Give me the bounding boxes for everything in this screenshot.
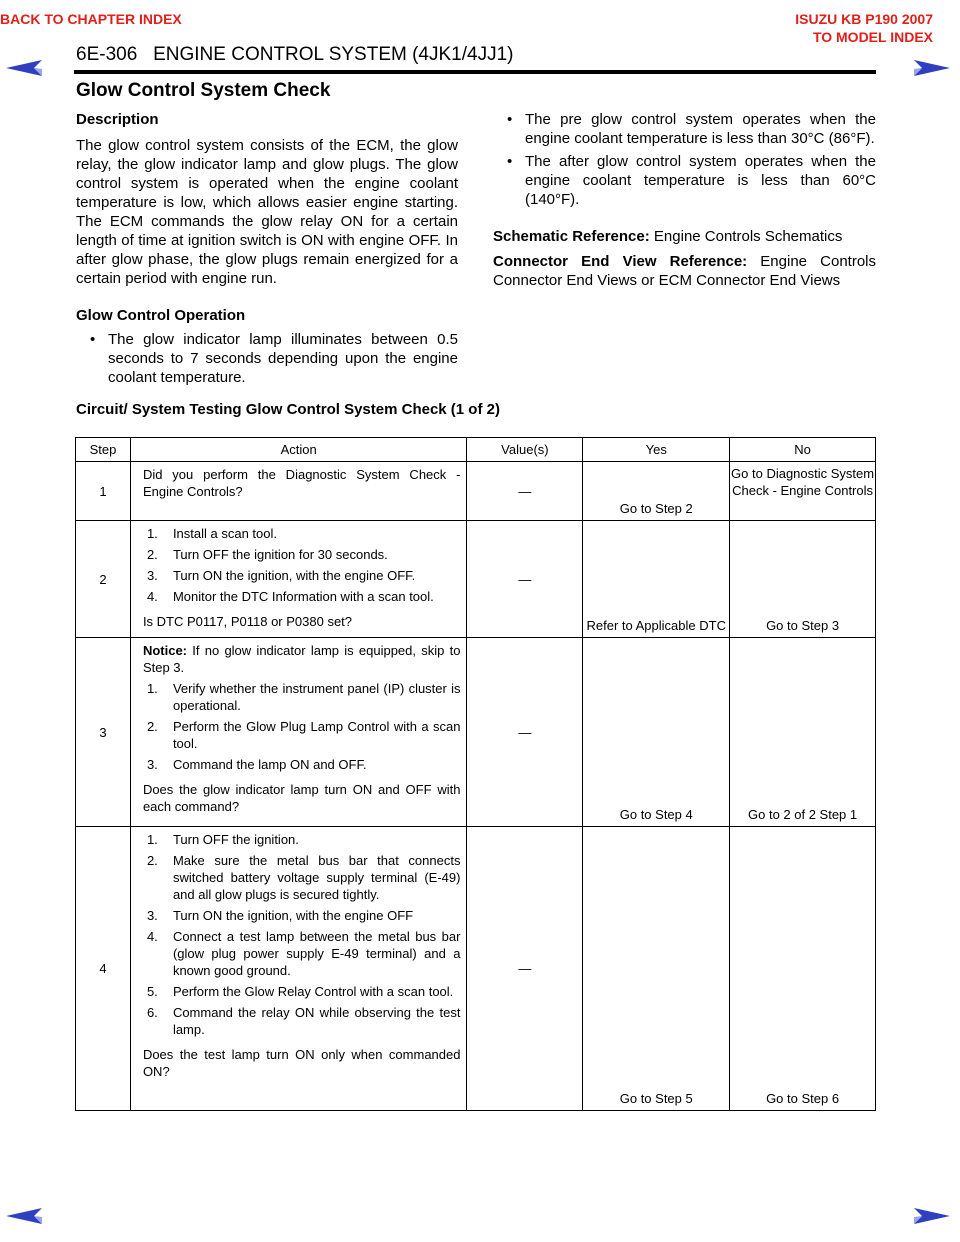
yes-cell: Refer to Applicable DTC: [583, 521, 730, 638]
list-item: 3. Turn ON the ignition, with the engine OFF.: [146, 568, 416, 583]
no-cell: Go to Step 6: [730, 827, 876, 1111]
yes-cell: Go to Step 4: [583, 638, 730, 827]
header-rule: [74, 70, 876, 74]
value-cell: —: [467, 521, 583, 638]
table-row: [76, 827, 876, 1111]
prev-page-arrow-icon[interactable]: [6, 58, 44, 78]
step-number: 3: [76, 638, 131, 827]
list-item: 4. Monitor the DTC Information with a scan tool.: [146, 589, 434, 604]
value-cell: —: [467, 827, 583, 1111]
operation-bullet-1: • The glow indicator lamp illuminates between 0.5 seconds to 7 seconds depending upon the engine coolant temperature.: [90, 331, 458, 386]
brand-label: ISUZU KB P190 2007: [795, 11, 933, 27]
action-question: Is DTC P0117, P0118 or P0380 set?: [142, 614, 353, 629]
no-cell: Go to Step 3: [730, 521, 876, 638]
list-item: 2. Perform the Glow Plug Lamp Control with a scan tool.: [146, 719, 461, 751]
list-item: 3. Turn ON the ignition, with the engine OFF: [146, 908, 414, 923]
yes-cell: Go to Step 2: [583, 462, 730, 521]
schematic-reference-label: Schematic Reference:: [493, 228, 650, 245]
action-question: Does the glow indicator lamp turn ON and OFF with each command?: [142, 782, 461, 814]
bullet-dot: •: [507, 111, 513, 128]
description-heading: Description: [76, 111, 159, 128]
list-item: 2. Turn OFF the ignition for 30 seconds.: [146, 547, 388, 562]
bullet-dot: •: [507, 153, 513, 170]
value-cell: —: [467, 638, 583, 827]
to-model-index-link[interactable]: TO MODEL INDEX: [812, 29, 933, 45]
list-item: 1. Verify whether the instrument panel (IP) cluster is operational.: [146, 681, 461, 713]
table-row: [76, 638, 876, 827]
right-bullet-1: • The pre glow control system operates when the engine coolant temperature is less than 30°C (86°F).: [507, 111, 876, 147]
action-question: Does the test lamp turn ON only when commanded ON?: [142, 1047, 461, 1079]
connector-reference-value: Engine Controls Connector End Views or ECM Connector End Views: [493, 253, 876, 289]
operation-heading: Glow Control Operation: [76, 307, 246, 324]
table-row: [76, 462, 876, 521]
step-number: 1: [76, 462, 131, 521]
list-item: 4. Connect a test lamp between the metal bus bar (glow plug power supply E-49 terminal) and a known good ground.: [146, 929, 461, 978]
action-cell: [130, 827, 467, 1111]
description-text: The glow control system consists of the ECM, the glow relay, the glow indicator lamp and glow plugs. The glow control system is operated when the engine coolant temperature is low, which allows easier engine starting. The ECM commands the glow relay ON for a certain length of time at ignition switch is ON with engine OFF. In after glow phase, the glow plugs remain energized for a certain period with engine run.: [76, 137, 458, 287]
left-column: [76, 110, 458, 387]
no-cell: Go to 2 of 2 Step 1: [730, 638, 876, 827]
value-cell: —: [467, 462, 583, 521]
page-header-title: 6E-306 ENGINE CONTROL SYSTEM (4JK1/4JJ1): [76, 44, 514, 65]
action-cell: [130, 638, 467, 827]
notice-label: Notice:: [142, 643, 187, 658]
bullet-dot: •: [90, 331, 96, 348]
prev-page-arrow-bottom-icon[interactable]: [6, 1206, 44, 1226]
next-page-arrow-icon[interactable]: [912, 58, 950, 78]
list-item: 1. Install a scan tool.: [146, 526, 277, 541]
header-values: Value(s): [467, 438, 583, 462]
table-row: [76, 521, 876, 638]
step-number: 2: [76, 521, 131, 638]
action-cell: [130, 521, 467, 638]
diagnostic-table: [75, 437, 876, 1111]
table-header-row: [76, 438, 876, 462]
list-item: 3. Command the lamp ON and OFF.: [146, 757, 367, 772]
section-title: Glow Control System Check: [76, 80, 331, 101]
table-caption: Circuit/ System Testing Glow Control System Check (1 of 2): [76, 401, 500, 418]
step-number: 4: [76, 827, 131, 1111]
header-yes: Yes: [583, 438, 730, 462]
action-cell: Did you perform the Diagnostic System Check - Engine Controls?: [130, 462, 467, 521]
schematic-reference: [493, 227, 876, 246]
yes-cell: Go to Step 5: [583, 827, 730, 1111]
notice: Notice: If no glow indicator lamp is equipped, skip to Step 3.: [142, 643, 461, 675]
header-no: No: [730, 438, 876, 462]
header-step: Step: [76, 438, 131, 462]
back-to-chapter-index-link[interactable]: BACK TO CHAPTER INDEX: [0, 11, 182, 27]
schematic-reference-value: Engine Controls Schematics: [649, 228, 843, 245]
connector-reference: [493, 252, 876, 290]
list-item: 5. Perform the Glow Relay Control with a scan tool.: [146, 984, 454, 999]
no-cell: Go to Diagnostic System Check - Engine Controls: [730, 462, 876, 521]
right-column: [493, 110, 876, 290]
right-bullet-2: • The after glow control system operates when the engine coolant temperature is less than 60°C (140°F).: [507, 153, 876, 208]
connector-reference-label: Connector End View Reference:: [493, 253, 748, 270]
list-item: 2. Make sure the metal bus bar that connects switched battery voltage supply terminal (E-49) and all glow plugs is secured tightly.: [146, 853, 461, 902]
list-item: 1. Turn OFF the ignition.: [146, 832, 299, 847]
header-action: Action: [130, 438, 467, 462]
next-page-arrow-bottom-icon[interactable]: [912, 1206, 950, 1226]
list-item: 6. Command the relay ON while observing the test lamp.: [146, 1005, 461, 1037]
